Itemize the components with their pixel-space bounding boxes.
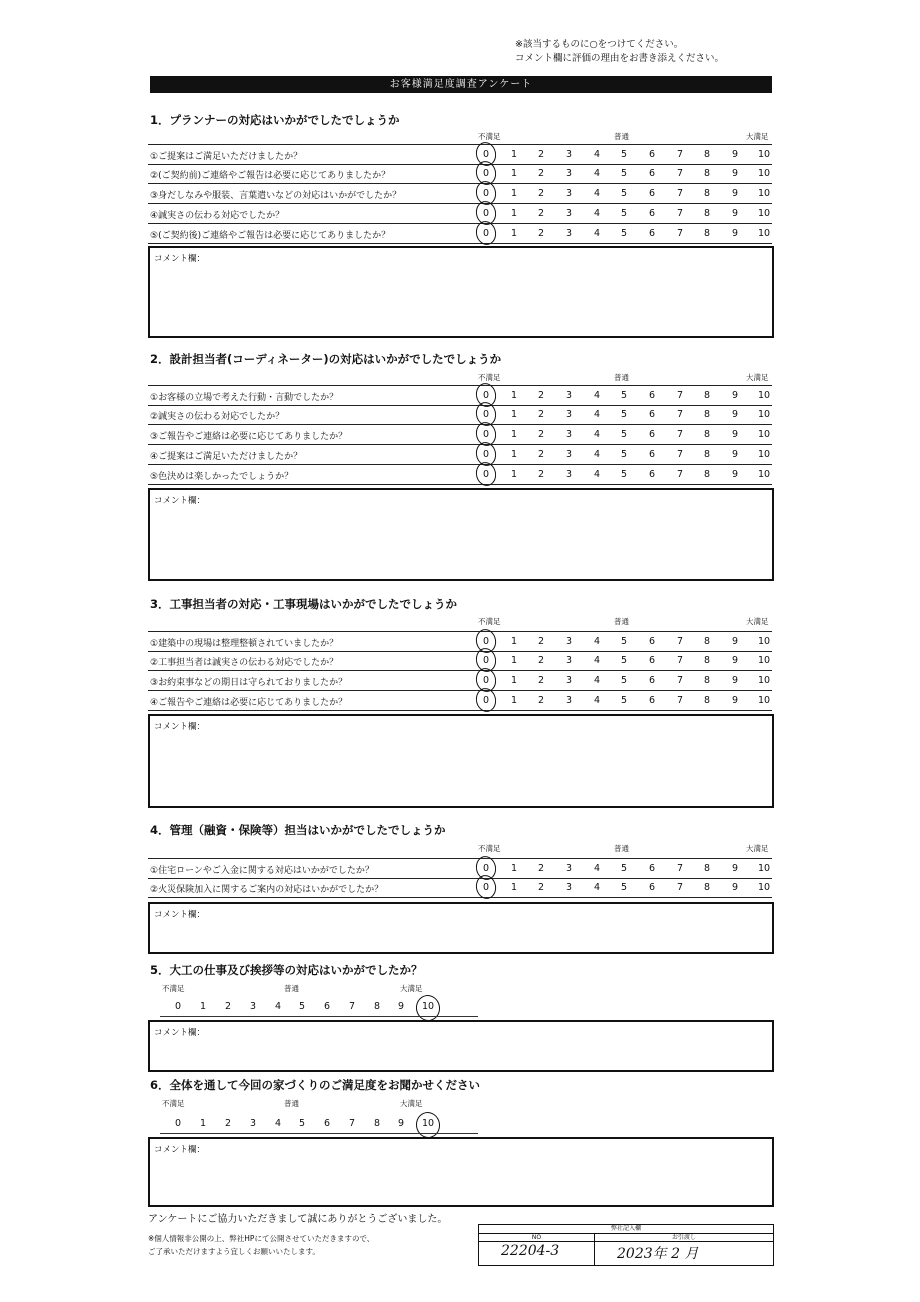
rating-option-8[interactable]: 8 — [703, 208, 711, 219]
rating-option-0[interactable]: 0 — [482, 149, 490, 160]
office-use-header: 弊社記入欄 — [479, 1225, 773, 1234]
rating-option-4[interactable]: 4 — [593, 188, 601, 199]
rating-option-3[interactable]: 3 — [249, 1118, 257, 1129]
question-text: ⑤(ご契約後)ご連絡やご報告は必要に応じてありましたか？ — [150, 231, 391, 241]
rating-option-10[interactable]: 10 — [757, 655, 771, 666]
scale-high-label: 大満足 — [746, 373, 769, 382]
rating-option-6[interactable]: 6 — [323, 1001, 331, 1012]
rating-option-3[interactable]: 3 — [565, 429, 573, 440]
rating-option-1[interactable]: 1 — [510, 863, 518, 874]
rating-option-1[interactable]: 1 — [510, 228, 518, 239]
rating-option-10[interactable]: 10 — [757, 208, 771, 219]
rating-option-3[interactable]: 3 — [565, 449, 573, 460]
scale-high-label: 大満足 — [400, 984, 423, 993]
rating-option-9[interactable]: 9 — [731, 863, 739, 874]
question-row — [148, 671, 772, 691]
rating-option-8[interactable]: 8 — [703, 188, 711, 199]
handover-date: 2023年 2 月 — [617, 1246, 699, 1262]
rating-option-5[interactable]: 5 — [620, 228, 628, 239]
question-text: ①ご提案はご満足いただけましたか？ — [150, 152, 303, 162]
question-text: ③お約束事などの期日は守られておりましたか？ — [150, 678, 348, 688]
rating-option-9[interactable]: 9 — [397, 1118, 405, 1129]
rating-option-9[interactable]: 9 — [397, 1001, 405, 1012]
rating-option-7[interactable]: 7 — [676, 168, 684, 179]
section-5-title: 5．大工の仕事及び挨拶等の対応はいかがでしたか？ — [150, 963, 423, 977]
rating-option-4[interactable]: 4 — [593, 149, 601, 160]
rating-option-7[interactable]: 7 — [676, 390, 684, 401]
question-text: ①住宅ローンやご入金に関する対応はいかがでしたか？ — [150, 866, 374, 876]
rating-option-0[interactable]: 0 — [482, 188, 490, 199]
no-value: 22204-3 — [501, 1243, 560, 1259]
scale-low-label: 不満足 — [162, 1099, 185, 1108]
no-label: NO — [479, 1234, 594, 1242]
comment-label: コメント欄： — [154, 1028, 206, 1038]
rating-option-9[interactable]: 9 — [731, 149, 739, 160]
rating-option-10[interactable]: 10 — [757, 449, 771, 460]
instructions — [515, 38, 724, 66]
instruction-comment: コメント欄に評価の理由をお書き添えください。 — [514, 53, 724, 64]
rating-option-6[interactable]: 6 — [648, 863, 656, 874]
section-6-title: 6．全体を通して今回の家づくりのご満足度をお聞かせください — [150, 1078, 480, 1092]
scale-high-label: 大満足 — [400, 1099, 423, 1108]
question-text: ②工事担当者は誠実さの伝わる対応でしたか？ — [150, 658, 339, 668]
scale-underline — [160, 1133, 478, 1134]
scale-low-label: 不満足 — [478, 617, 501, 626]
rating-option-2[interactable]: 2 — [537, 469, 545, 480]
rating-option-9[interactable]: 9 — [731, 469, 739, 480]
rating-option-8[interactable]: 8 — [703, 882, 711, 893]
rating-option-0[interactable]: 0 — [174, 1001, 182, 1012]
rating-option-0[interactable]: 0 — [482, 409, 490, 420]
rating-option-5[interactable]: 5 — [620, 882, 628, 893]
section-2-comment[interactable] — [148, 488, 774, 581]
rating-option-10[interactable]: 10 — [757, 675, 771, 686]
rating-option-2[interactable]: 2 — [537, 695, 545, 706]
section-4-title: 4．管理（融資・保険等）担当はいかがでしたでしょうか — [150, 823, 446, 837]
rating-option-9[interactable]: 9 — [731, 675, 739, 686]
rating-option-4[interactable]: 4 — [593, 228, 601, 239]
rating-option-0[interactable]: 0 — [482, 208, 490, 219]
rating-option-5[interactable]: 5 — [620, 655, 628, 666]
rating-option-4[interactable]: 4 — [593, 409, 601, 420]
rating-option-2[interactable]: 2 — [537, 636, 545, 647]
rating-option-9[interactable]: 9 — [731, 429, 739, 440]
question-row — [148, 164, 772, 184]
rating-option-3[interactable]: 3 — [249, 1001, 257, 1012]
rating-option-2[interactable]: 2 — [224, 1118, 232, 1129]
scale-low-label: 不満足 — [478, 373, 501, 382]
rating-option-1[interactable]: 1 — [510, 675, 518, 686]
rating-option-5[interactable]: 5 — [620, 469, 628, 480]
rating-option-10[interactable]: 10 — [757, 188, 771, 199]
rating-option-2[interactable]: 2 — [537, 675, 545, 686]
rating-option-4[interactable]: 4 — [593, 208, 601, 219]
rating-option-0[interactable]: 0 — [482, 655, 490, 666]
rating-option-7[interactable]: 7 — [676, 449, 684, 460]
section-1-title: 1．プランナーの対応はいかがでしたでしょうか — [150, 113, 400, 127]
rating-option-10[interactable]: 10 — [757, 409, 771, 420]
scale-mid-label: 普通 — [284, 1099, 299, 1108]
rating-option-6[interactable]: 6 — [648, 409, 656, 420]
scale-underline — [160, 1016, 478, 1017]
rating-option-5[interactable]: 5 — [620, 863, 628, 874]
rating-option-5[interactable]: 5 — [620, 390, 628, 401]
rating-option-0[interactable]: 0 — [482, 882, 490, 893]
rating-option-2[interactable]: 2 — [537, 655, 545, 666]
question-row — [148, 445, 772, 465]
rating-option-0[interactable]: 0 — [482, 695, 490, 706]
rating-option-5[interactable]: 5 — [620, 149, 628, 160]
selected-rating-circle — [414, 1110, 442, 1140]
rating-option-7[interactable]: 7 — [676, 429, 684, 440]
rating-option-4[interactable]: 4 — [593, 469, 601, 480]
rating-option-6[interactable]: 6 — [648, 695, 656, 706]
rating-option-6[interactable]: 6 — [648, 149, 656, 160]
rating-option-6[interactable]: 6 — [648, 429, 656, 440]
rating-option-0[interactable]: 0 — [174, 1118, 182, 1129]
rating-option-10[interactable]: 10 — [757, 636, 771, 647]
rating-option-8[interactable]: 8 — [373, 1118, 381, 1129]
survey-title: お客様満足度調査アンケート — [150, 76, 772, 93]
rating-option-9[interactable]: 9 — [731, 882, 739, 893]
rating-option-5[interactable]: 5 — [620, 675, 628, 686]
comment-label: コメント欄： — [154, 496, 206, 506]
rating-option-3[interactable]: 3 — [565, 228, 573, 239]
rating-option-1[interactable]: 1 — [199, 1001, 207, 1012]
scale-mid-label: 普通 — [614, 373, 629, 382]
rating-option-2[interactable]: 2 — [537, 208, 545, 219]
table-divider — [594, 1234, 595, 1265]
rating-option-4[interactable]: 4 — [593, 655, 601, 666]
rating-option-7[interactable]: 7 — [676, 228, 684, 239]
rating-option-6[interactable]: 6 — [648, 675, 656, 686]
question-row — [148, 184, 772, 204]
rating-option-7[interactable]: 7 — [676, 409, 684, 420]
rating-option-0[interactable]: 0 — [482, 390, 490, 401]
rating-option-7[interactable]: 7 — [676, 188, 684, 199]
question-row — [148, 465, 772, 485]
selected-rating-circle — [474, 873, 499, 901]
rating-option-1[interactable]: 1 — [510, 429, 518, 440]
rating-option-4[interactable]: 4 — [593, 449, 601, 460]
section-2-title: 2．設計担当者(コーディネーター)の対応はいかがでしたでしょうか — [150, 352, 502, 366]
rating-option-7[interactable]: 7 — [676, 469, 684, 480]
rating-option-6[interactable]: 6 — [648, 228, 656, 239]
comment-label: コメント欄： — [154, 910, 206, 920]
rating-option-4[interactable]: 4 — [593, 390, 601, 401]
selected-rating-circle — [414, 993, 442, 1023]
rating-option-0[interactable]: 0 — [482, 636, 490, 647]
rating-option-7[interactable]: 7 — [348, 1001, 356, 1012]
rating-option-0[interactable]: 0 — [482, 469, 490, 480]
comment-label: コメント欄： — [154, 722, 206, 732]
rating-option-9[interactable]: 9 — [731, 449, 739, 460]
question-text: ①お客様の立場で考えた行動・言動でしたか？ — [150, 393, 339, 403]
rating-option-2[interactable]: 2 — [224, 1001, 232, 1012]
privacy-line-1: ※個人情報非公開の上、弊社HPにて公開させていただきますので、 — [148, 1234, 375, 1243]
rating-option-6[interactable]: 6 — [648, 449, 656, 460]
rating-option-6[interactable]: 6 — [648, 655, 656, 666]
office-use-table — [478, 1224, 774, 1266]
rating-option-3[interactable]: 3 — [565, 390, 573, 401]
rating-option-8[interactable]: 8 — [703, 390, 711, 401]
rating-option-4[interactable]: 4 — [593, 636, 601, 647]
rating-option-7[interactable]: 7 — [676, 882, 684, 893]
rating-option-9[interactable]: 9 — [731, 390, 739, 401]
rating-option-6[interactable]: 6 — [648, 636, 656, 647]
rating-option-1[interactable]: 1 — [510, 149, 518, 160]
rating-option-7[interactable]: 7 — [676, 149, 684, 160]
scale-low-label: 不満足 — [478, 844, 501, 853]
question-row — [148, 651, 772, 671]
rating-option-10[interactable]: 10 — [757, 469, 771, 480]
selected-rating-circle — [474, 219, 499, 247]
rating-option-7[interactable]: 7 — [676, 208, 684, 219]
rating-option-8[interactable]: 8 — [703, 636, 711, 647]
scale-mid-label: 普通 — [614, 132, 629, 141]
question-row — [148, 878, 772, 898]
rating-option-2[interactable]: 2 — [537, 409, 545, 420]
rating-option-7[interactable]: 7 — [676, 675, 684, 686]
scale-low-label: 不満足 — [478, 132, 501, 141]
rating-option-3[interactable]: 3 — [565, 695, 573, 706]
rating-option-2[interactable]: 2 — [537, 188, 545, 199]
question-row — [148, 144, 772, 165]
rating-option-4[interactable]: 4 — [274, 1118, 282, 1129]
rating-option-3[interactable]: 3 — [565, 675, 573, 686]
rating-option-7[interactable]: 7 — [676, 863, 684, 874]
rating-option-5[interactable]: 5 — [620, 168, 628, 179]
rating-option-6[interactable]: 6 — [648, 469, 656, 480]
question-row — [148, 204, 772, 224]
rating-option-3[interactable]: 3 — [565, 882, 573, 893]
rating-option-10[interactable]: 10 — [757, 228, 771, 239]
rating-option-4[interactable]: 4 — [593, 429, 601, 440]
rating-option-7[interactable]: 7 — [676, 655, 684, 666]
rating-option-8[interactable]: 8 — [703, 429, 711, 440]
section-1-comment[interactable] — [148, 246, 774, 338]
privacy-note — [148, 1232, 374, 1258]
rating-option-1[interactable]: 1 — [510, 390, 518, 401]
rating-option-3[interactable]: 3 — [565, 409, 573, 420]
rating-option-8[interactable]: 8 — [373, 1001, 381, 1012]
rating-option-3[interactable]: 3 — [565, 469, 573, 480]
rating-option-8[interactable]: 8 — [703, 655, 711, 666]
comment-label: コメント欄： — [154, 1145, 206, 1155]
rating-option-5[interactable]: 5 — [298, 1001, 306, 1012]
rating-option-2[interactable]: 2 — [537, 449, 545, 460]
rating-option-8[interactable]: 8 — [703, 409, 711, 420]
rating-option-10[interactable]: 10 — [757, 863, 771, 874]
rating-option-1[interactable]: 1 — [510, 168, 518, 179]
question-text: ④ご報告やご連絡は必要に応じてありましたか？ — [150, 698, 348, 708]
rating-option-9[interactable]: 9 — [731, 695, 739, 706]
section-6-comment[interactable] — [148, 1137, 774, 1207]
scale-mid-label: 普通 — [614, 617, 629, 626]
question-row — [148, 385, 772, 406]
rating-option-9[interactable]: 9 — [731, 409, 739, 420]
rating-option-5[interactable]: 5 — [620, 429, 628, 440]
rating-option-9[interactable]: 9 — [731, 655, 739, 666]
question-row — [148, 425, 772, 445]
rating-option-9[interactable]: 9 — [731, 228, 739, 239]
selected-rating-circle — [474, 460, 499, 488]
rating-option-7[interactable]: 7 — [676, 636, 684, 647]
rating-option-6[interactable]: 6 — [648, 882, 656, 893]
question-text: ②誠実さの伝わる対応でしたか？ — [150, 412, 285, 422]
rating-option-1[interactable]: 1 — [510, 188, 518, 199]
question-text: ②(ご契約前)ご連絡やご報告は必要に応じてありましたか？ — [150, 171, 391, 181]
rating-option-1[interactable]: 1 — [510, 655, 518, 666]
rating-option-5[interactable]: 5 — [620, 636, 628, 647]
rating-option-6[interactable]: 6 — [648, 168, 656, 179]
rating-option-3[interactable]: 3 — [565, 188, 573, 199]
rating-option-10[interactable]: 10 — [757, 168, 771, 179]
rating-option-1[interactable]: 1 — [510, 636, 518, 647]
rating-option-6[interactable]: 6 — [323, 1118, 331, 1129]
rating-option-4[interactable]: 4 — [593, 695, 601, 706]
rating-option-1[interactable]: 1 — [510, 882, 518, 893]
rating-option-1[interactable]: 1 — [510, 695, 518, 706]
question-text: ②火災保険加入に関するご案内の対応はいかがでしたか？ — [150, 885, 384, 895]
rating-option-3[interactable]: 3 — [565, 168, 573, 179]
rating-option-2[interactable]: 2 — [537, 168, 545, 179]
rating-option-5[interactable]: 5 — [620, 409, 628, 420]
rating-option-1[interactable]: 1 — [510, 469, 518, 480]
rating-option-8[interactable]: 8 — [703, 469, 711, 480]
scale-mid-label: 普通 — [614, 844, 629, 853]
rating-option-10[interactable]: 10 — [757, 390, 771, 401]
rating-option-4[interactable]: 4 — [593, 863, 601, 874]
rating-option-0[interactable]: 0 — [482, 168, 490, 179]
rating-option-5[interactable]: 5 — [620, 695, 628, 706]
rating-option-2[interactable]: 2 — [537, 228, 545, 239]
rating-option-3[interactable]: 3 — [565, 863, 573, 874]
rating-option-6[interactable]: 6 — [648, 188, 656, 199]
rating-option-0[interactable]: 0 — [482, 429, 490, 440]
rating-option-6[interactable]: 6 — [648, 390, 656, 401]
rating-option-8[interactable]: 8 — [703, 449, 711, 460]
rating-option-8[interactable]: 8 — [703, 149, 711, 160]
question-text: ③身だしなみや服装、言葉遣いなどの対応はいかがでしたか？ — [150, 191, 402, 201]
rating-option-0[interactable]: 0 — [482, 449, 490, 460]
rating-option-2[interactable]: 2 — [537, 390, 545, 401]
question-row — [148, 224, 772, 244]
rating-option-3[interactable]: 3 — [565, 655, 573, 666]
rating-option-8[interactable]: 8 — [703, 863, 711, 874]
rating-option-0[interactable]: 0 — [482, 675, 490, 686]
rating-option-8[interactable]: 8 — [703, 228, 711, 239]
rating-option-10[interactable]: 10 — [757, 882, 771, 893]
rating-option-4[interactable]: 4 — [593, 675, 601, 686]
section-3-title: 3．工事担当者の対応・工事現場はいかがでしたでしょうか — [150, 597, 457, 611]
question-row — [148, 691, 772, 711]
rating-option-5[interactable]: 5 — [620, 188, 628, 199]
scale-high-label: 大満足 — [746, 617, 769, 626]
question-row — [148, 858, 772, 879]
rating-option-9[interactable]: 9 — [731, 168, 739, 179]
rating-option-9[interactable]: 9 — [731, 188, 739, 199]
rating-option-0[interactable]: 0 — [482, 228, 490, 239]
rating-option-10[interactable]: 10 — [757, 695, 771, 706]
rating-option-3[interactable]: 3 — [565, 636, 573, 647]
rating-option-0[interactable]: 0 — [482, 863, 490, 874]
rating-option-8[interactable]: 8 — [703, 168, 711, 179]
question-text: ③ご報告やご連絡は必要に応じてありましたか？ — [150, 432, 348, 442]
scale-high-label: 大満足 — [746, 132, 769, 141]
rating-option-4[interactable]: 4 — [593, 882, 601, 893]
question-text: ①建築中の現場は整理整頓されていましたか？ — [150, 639, 339, 649]
rating-option-8[interactable]: 8 — [703, 675, 711, 686]
rating-option-1[interactable]: 1 — [199, 1118, 207, 1129]
rating-option-10[interactable]: 10 — [757, 429, 771, 440]
rating-option-7[interactable]: 7 — [676, 695, 684, 706]
scale-low-label: 不満足 — [162, 984, 185, 993]
question-text: ⑤色決めは楽しかったでしょうか？ — [150, 472, 294, 482]
handover-label: お引渡し — [595, 1234, 773, 1242]
rating-option-6[interactable]: 6 — [648, 208, 656, 219]
rating-option-2[interactable]: 2 — [537, 429, 545, 440]
rating-option-2[interactable]: 2 — [537, 882, 545, 893]
scale-high-label: 大満足 — [746, 844, 769, 853]
rating-option-10[interactable]: 10 — [757, 149, 771, 160]
rating-option-5[interactable]: 5 — [298, 1118, 306, 1129]
rating-option-5[interactable]: 5 — [620, 449, 628, 460]
instruction-circle: ※該当するものに○をつけてください。 — [514, 39, 684, 50]
thanks-message: アンケートにご協力いただきまして誠にありがとうございました。 — [148, 1214, 448, 1225]
comment-label: コメント欄： — [154, 254, 206, 264]
rating-option-4[interactable]: 4 — [274, 1001, 282, 1012]
section-5-comment[interactable] — [148, 1020, 774, 1072]
rating-option-3[interactable]: 3 — [565, 208, 573, 219]
rating-option-9[interactable]: 9 — [731, 636, 739, 647]
section-4-comment[interactable] — [148, 902, 774, 954]
question-text: ④誠実さの伝わる対応でしたか？ — [150, 211, 285, 221]
rating-option-8[interactable]: 8 — [703, 695, 711, 706]
rating-option-5[interactable]: 5 — [620, 208, 628, 219]
rating-option-10[interactable]: 10 — [421, 1118, 435, 1129]
privacy-line-2: ご了承いただけますよう宜しくお願いいたします。 — [148, 1247, 320, 1256]
rating-option-9[interactable]: 9 — [731, 208, 739, 219]
rating-option-1[interactable]: 1 — [510, 208, 518, 219]
selected-rating-circle — [474, 686, 499, 714]
question-row — [148, 631, 772, 652]
rating-option-2[interactable]: 2 — [537, 863, 545, 874]
rating-option-10[interactable]: 10 — [421, 1001, 435, 1012]
rating-option-1[interactable]: 1 — [510, 409, 518, 420]
rating-option-4[interactable]: 4 — [593, 168, 601, 179]
section-3-comment[interactable] — [148, 714, 774, 808]
rating-option-2[interactable]: 2 — [537, 149, 545, 160]
rating-option-7[interactable]: 7 — [348, 1118, 356, 1129]
rating-option-1[interactable]: 1 — [510, 449, 518, 460]
rating-option-3[interactable]: 3 — [565, 149, 573, 160]
question-row — [148, 405, 772, 425]
scale-mid-label: 普通 — [284, 984, 299, 993]
question-text: ④ご提案はご満足いただけましたか？ — [150, 452, 303, 462]
